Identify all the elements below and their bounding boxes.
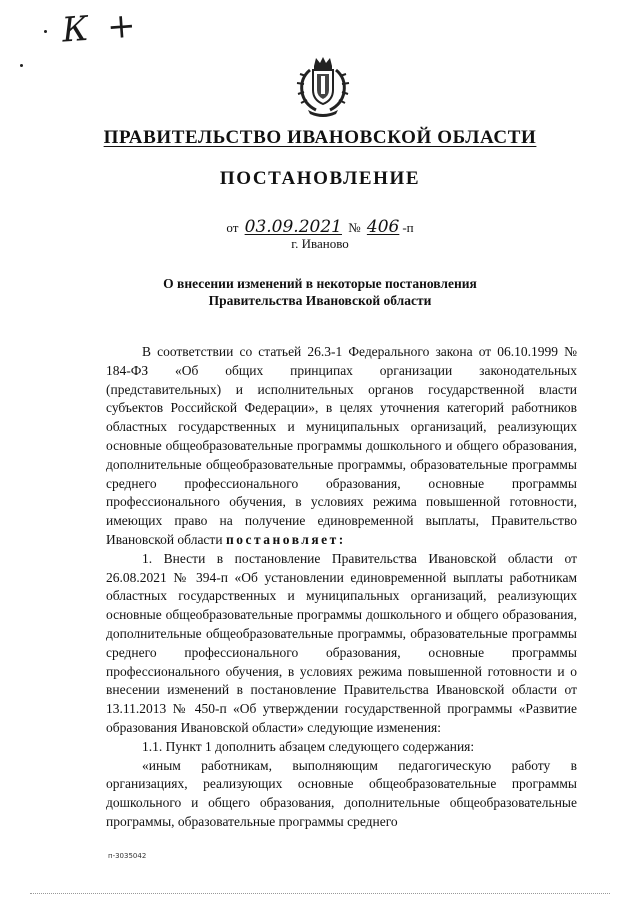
clause-1-paragraph: 1. Внести в постановление Правительства Ивановской области от 26.08.2021 № 394-п «Об установлении единовременной выплаты работникам областных государственных и муниципальных организаций, реализующих основные общеобразовательные программы дошкольного и общего образования, дополнительные общеобразовательные программы, образовательные программы среднего профессионального образования, основные программы профессионального обучения, в условиях режима повышенной готовности и о внесении изменений в постановление Правительства Ивановской области от 13.11.2013 № 450-п «Об утверждении государственной программы «Развитие образования Ивановской области» следующие изменения: [106, 550, 577, 735]
government-title: ПРАВИТЕЛЬСТВО ИВАНОВСКОЙ ОБЛАСТИ [103, 127, 537, 148]
resolves-keyword: постановляет: [225, 531, 346, 547]
number-sign: № [348, 220, 361, 235]
document-date: 03.09.2021 [244, 217, 342, 237]
document-code: п-3035042 [108, 852, 147, 860]
subject-line-2: Правительства Ивановской области [208, 293, 432, 308]
document-type-title: ПОСТАНОВЛЕНИЕ [219, 168, 421, 189]
preamble-paragraph [106, 343, 577, 550]
date-prefix: от [226, 220, 239, 235]
document-subject [0, 275, 640, 309]
city-line: г. Иваново [291, 236, 349, 251]
number-suffix: -п [402, 220, 414, 235]
handwritten-annotation: К + [60, 5, 141, 51]
quoted-addition-paragraph: «иным работникам, выполняющим педагогическую работу в организациях, реализующих основные общеобразовательные программы дошкольного и общего образования, дополнительные общеобразовательные программы, образовательные программы среднего [106, 757, 577, 829]
preamble-text: В соответствии со статьей 26.3-1 Федерального закона от 06.10.1999 № 184-ФЗ «Об общих принципах организации законодательных (представительных) и исполнительных органов государственной власти субъектов Российской Федерации», в целях уточнения категорий работников областных государственных и муниципальных организаций, реализующих основные общеобразовательные программы дошкольного и общего образования, дополнительные общеобразовательные программы, образовательные программы среднего профессионального образования, основные программы профессионального обучения, в условиях режима повышенной готовности, имеющих право на получение единовременной выплаты, Правительство Ивановской области [106, 344, 577, 547]
subject-line-1: О внесении изменений в некоторые постановления [163, 276, 477, 291]
coat-of-arms-emblem [296, 56, 350, 118]
scan-speck [20, 64, 23, 67]
scan-speck [44, 30, 47, 33]
document-number: 406 [366, 217, 400, 237]
scan-edge-dots [30, 893, 610, 896]
document-body [106, 343, 577, 832]
date-number-line [0, 217, 640, 237]
clause-1-1-paragraph: 1.1. Пункт 1 дополнить абзацем следующего содержания: [142, 738, 475, 754]
